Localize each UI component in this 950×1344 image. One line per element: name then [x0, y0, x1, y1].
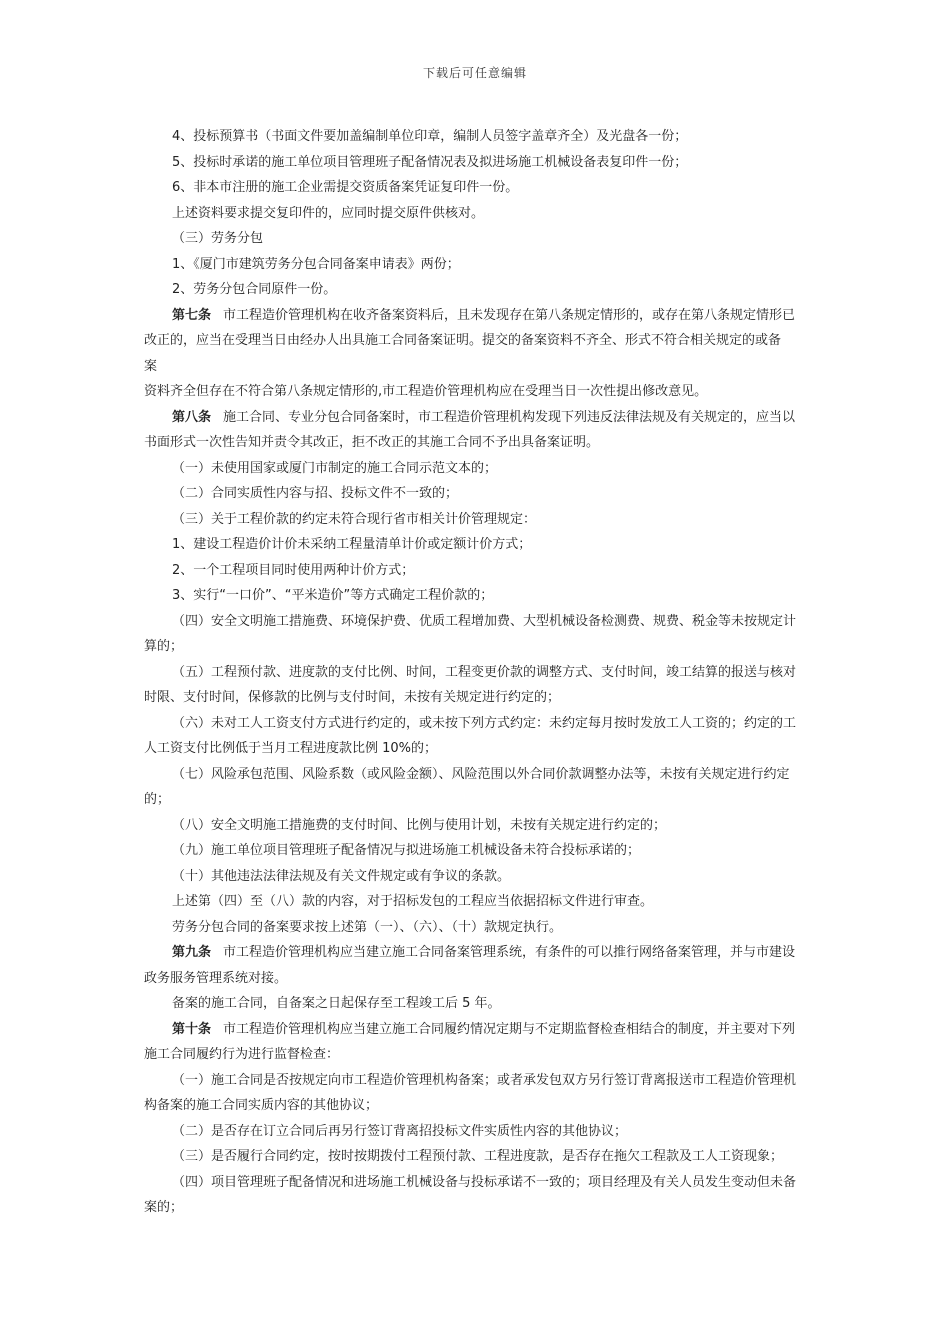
paragraph-continuation-line	[144, 1042, 784, 1068]
paragraph-line	[172, 1119, 812, 1145]
paragraph-text: （六）未对工人工资支付方式进行约定的，或未按下列方式约定：未约定每月按时发放工人工资的；约定的工	[172, 715, 797, 731]
paragraph	[172, 1119, 812, 1145]
paragraph	[172, 201, 812, 227]
paragraph	[172, 864, 812, 890]
paragraph-text: （七）风险承包范围、风险系数（或风险金额）、风险范围以外合同价款调整办法等，未按有关规定进行约定	[172, 766, 790, 782]
paragraph-text: 施工合同履约行为进行监督检查：	[144, 1047, 340, 1062]
paragraph	[172, 889, 812, 915]
paragraph	[172, 1144, 812, 1170]
paragraph-line	[172, 201, 812, 227]
paragraph-line	[172, 864, 812, 890]
paragraph-line	[172, 762, 812, 788]
paragraph-text: （二）合同实质性内容与招、投标文件不一致的；	[172, 486, 459, 501]
paragraph-line	[172, 1144, 812, 1170]
paragraph-continuation-line	[144, 328, 784, 379]
paragraph-text: （一）施工合同是否按规定向市工程造价管理机构备案；或者承发包双方另行签订背离报送市工程造价管理机	[172, 1072, 797, 1088]
paragraph-text: （三）关于工程价款的约定未符合现行省市相关计价管理规定：	[172, 511, 537, 527]
paragraph-text: 市工程造价管理机构应当建立施工合同履约情况定期与不定期监督检查相结合的制度，并主要对下列	[223, 1021, 796, 1037]
paragraph-text: 2、劳务分包合同原件一份。	[172, 282, 337, 297]
paragraph	[144, 1170, 812, 1221]
paragraph	[144, 762, 812, 813]
article-number: 第十条	[172, 1021, 212, 1037]
paragraph	[172, 150, 812, 176]
paragraph-line	[172, 150, 812, 176]
paragraph-line	[172, 277, 812, 303]
paragraph-line	[172, 405, 812, 431]
paragraph-text: 备案的施工合同，自备案之日起保存至工程竣工后 5 年。	[172, 996, 501, 1011]
paragraph-line	[172, 813, 812, 839]
paragraph-continuation-line	[144, 685, 784, 711]
paragraph-text: （一）未使用国家或厦门市制定的施工合同示范文本的；	[172, 460, 498, 476]
paragraph-line	[172, 226, 812, 252]
paragraph	[144, 1068, 812, 1119]
paragraph-line	[172, 303, 812, 329]
paragraph-line	[172, 583, 812, 609]
page-header: 下载后可任意编辑	[422, 66, 527, 80]
article-number: 第八条	[172, 409, 212, 425]
paragraph-text: （四）项目管理班子配备情况和进场施工机械设备与投标承诺不一致的；项目经理及有关人员发生变动但未备	[172, 1174, 797, 1190]
paragraph-text: 5、投标时承诺的施工单位项目管理班子配备情况表及拟进场施工机械设备表复印件一份；	[172, 154, 688, 170]
paragraph	[172, 175, 812, 201]
paragraph-text: 4、投标预算书（书面文件要加盖编制单位印章，编制人员签字盖章齐全）及光盘各一份；	[172, 129, 688, 144]
paragraph-continuation-line	[144, 966, 784, 992]
document-body	[144, 124, 812, 1221]
paragraph	[172, 558, 812, 584]
paragraph-line	[172, 609, 812, 635]
paragraph-text: 时限、支付时间，保修款的比例与支付时间，未按有关规定进行约定的；	[144, 690, 561, 705]
paragraph-line	[172, 711, 812, 737]
paragraph	[172, 838, 812, 864]
paragraph	[172, 226, 812, 252]
paragraph-text: （十）其他违法法律法规及有关文件规定或有争议的条款。	[172, 868, 511, 884]
paragraph	[172, 915, 812, 941]
paragraph	[144, 609, 812, 660]
paragraph-line	[172, 889, 812, 915]
paragraph-line	[172, 532, 812, 558]
paragraph-line	[172, 838, 812, 864]
paragraph	[144, 405, 812, 456]
paragraph-line	[172, 124, 812, 150]
paragraph	[172, 991, 812, 1017]
paragraph-text: 书面形式一次性告知并责令其改正，拒不改正的其施工合同不予出具备案证明。	[144, 435, 600, 450]
paragraph-text: 上述第（四）至（八）款的内容，对于招标发包的工程应当依据招标文件进行审查。	[172, 894, 654, 909]
article-number: 第九条	[172, 945, 212, 960]
paragraph-text: 政务服务管理系统对接。	[144, 970, 288, 986]
paragraph	[172, 507, 812, 533]
paragraph-continuation-line	[144, 787, 784, 813]
paragraph-text: （九）施工单位项目管理班子配备情况与拟进场施工机械设备未符合投标承诺的；	[172, 843, 641, 858]
paragraph-text: 施工合同、专业分包合同备案时，市工程造价管理机构发现下列违反法律法规及有关规定的，应当以	[223, 409, 796, 425]
paragraph	[172, 583, 812, 609]
paragraph-text: 算的；	[144, 639, 184, 654]
paragraph-text: 3、实行“一口价”、“平米造价”等方式确定工程价款的；	[172, 588, 494, 603]
paragraph	[172, 277, 812, 303]
paragraph-line	[172, 175, 812, 201]
paragraph-text: （八）安全文明施工措施费的支付时间、比例与使用计划，未按有关规定进行约定的；	[172, 817, 667, 833]
paragraph-continuation-line	[144, 736, 784, 762]
paragraph	[144, 1017, 812, 1068]
paragraph-text: （二）是否存在订立合同后再另行签订背离招投标文件实质性内容的其他协议；	[172, 1123, 628, 1139]
paragraph-text: 6、非本市注册的施工企业需提交资质备案凭证复印件一份。	[172, 180, 519, 195]
paragraph-text: 案的；	[144, 1200, 184, 1215]
paragraph	[144, 660, 812, 711]
paragraph-continuation-line	[144, 430, 784, 456]
paragraph-text: 构备案的施工合同实质内容的其他协议；	[144, 1098, 379, 1113]
paragraph	[172, 532, 812, 558]
paragraph-line	[172, 558, 812, 584]
paragraph-line	[172, 1017, 812, 1043]
paragraph-line	[172, 915, 812, 941]
paragraph-line	[172, 940, 812, 966]
paragraph-continuation-line	[144, 1195, 784, 1221]
article-number: 第七条	[172, 307, 212, 323]
paragraph-text: 市工程造价管理机构在收齐备案资料后，且未发现存在第八条规定情形的，或存在第八条规定情形已	[223, 307, 796, 323]
paragraph-text: 1、《厦门市建筑劳务分包合同备案申请表》两份；	[172, 256, 460, 272]
paragraph-line	[172, 456, 812, 482]
paragraph	[172, 813, 812, 839]
paragraph-line	[172, 991, 812, 1017]
paragraph-line	[172, 507, 812, 533]
paragraph-line	[172, 252, 812, 278]
paragraph-line	[172, 1068, 812, 1094]
paragraph-line	[172, 660, 812, 686]
paragraph	[172, 481, 812, 507]
paragraph	[144, 940, 812, 991]
paragraph-text: 人工资支付比例低于当月工程进度款比例 10%的；	[144, 741, 438, 756]
paragraph-text: （三）劳务分包	[172, 231, 264, 246]
paragraph-text: 1、建设工程造价计价未采纳工程量清单计价或定额计价方式；	[172, 537, 532, 552]
paragraph-text: （三）是否履行合同约定，按时按期拨付工程预付款、工程进度款，是否存在拖欠工程款及工人工资现象；	[172, 1149, 784, 1164]
paragraph	[172, 252, 812, 278]
paragraph-text: 市工程造价管理机构应当建立施工合同备案管理系统，有条件的可以推行网络备案管理，并与市建设	[223, 945, 796, 960]
paragraph	[172, 456, 812, 482]
paragraph-continuation-line	[144, 379, 784, 405]
paragraph-text: 上述资料要求提交复印件的，应同时提交原件供核对。	[172, 205, 485, 221]
paragraph-text: 改正的，应当在受理当日由经办人出具施工合同备案证明。提交的备案资料不齐全、形式不符合相关规定的或备案	[144, 333, 782, 374]
paragraph	[144, 303, 812, 405]
paragraph-text: 资料齐全但存在不符合第八条规定情形的,市工程造价管理机构应在受理当日一次性提出修改意见。	[144, 384, 708, 399]
paragraph	[144, 711, 812, 762]
paragraph-line	[172, 1170, 812, 1196]
paragraph-line	[172, 481, 812, 507]
paragraph-continuation-line	[144, 1093, 784, 1119]
paragraph-continuation-line	[144, 634, 784, 660]
paragraph-text: （四）安全文明施工措施费、环境保护费、优质工程增加费、大型机械设备检测费、规费、税金等未按规定计	[172, 613, 797, 629]
paragraph	[172, 124, 812, 150]
paragraph-text: （五）工程预付款、进度款的支付比例、时间，工程变更价款的调整方式、支付时间，竣工结算的报送与核对	[172, 664, 797, 680]
paragraph-text: 2、一个工程项目同时使用两种计价方式；	[172, 562, 415, 578]
paragraph-text: 的；	[144, 792, 171, 807]
paragraph-text: 劳务分包合同的备案要求按上述第（一）、（六）、（十）款规定执行。	[172, 919, 563, 935]
